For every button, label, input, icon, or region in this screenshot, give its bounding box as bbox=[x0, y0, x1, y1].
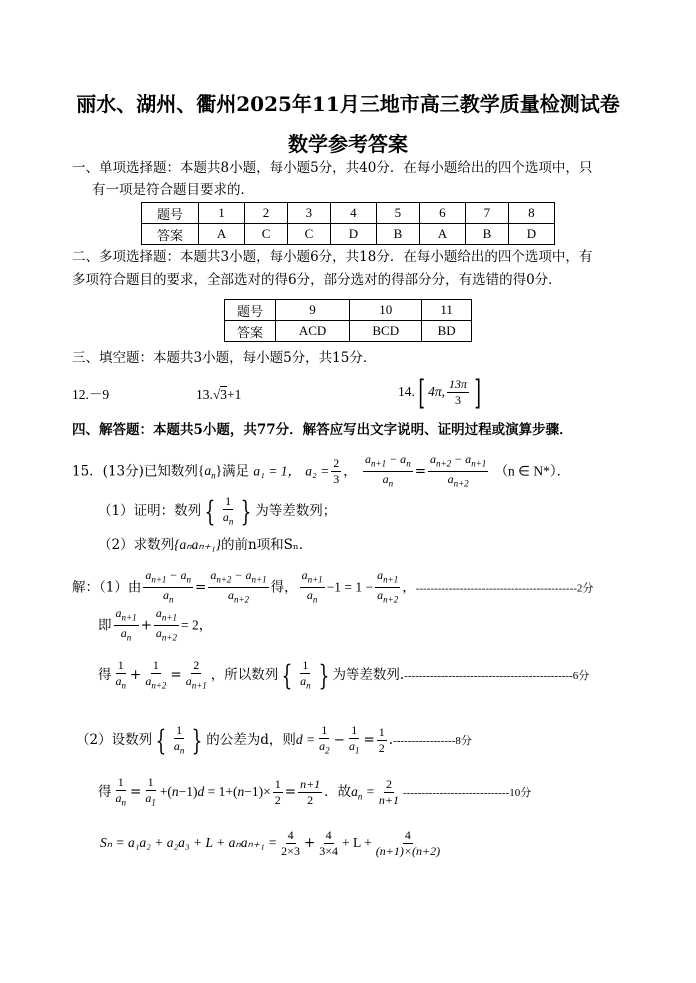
table-cell: 3 bbox=[287, 203, 330, 224]
table-cell: C bbox=[287, 224, 330, 245]
table-cell: BCD bbox=[350, 321, 422, 342]
table-cell: 8 bbox=[508, 203, 554, 224]
table-cell: 4 bbox=[330, 203, 376, 224]
table-row bbox=[225, 321, 472, 342]
table-cell: BD bbox=[422, 321, 472, 342]
multi-choice-table bbox=[224, 299, 472, 342]
row-label: 题号 bbox=[142, 203, 199, 224]
table-cell: 5 bbox=[376, 203, 419, 224]
solution-line3: 得 $\frac{1}{a_n}$ + $\frac{1}{a_{n+2}}$ = $\frac{2}{a_{n+1}}$ ，所以数列 { $\frac{1}{a_n}$ } 为等差数列.----------------------------------------------6分 bbox=[98, 658, 590, 692]
section3-heading: 三、填空题：本题共3小题，每小题5分，共15分． bbox=[72, 350, 377, 366]
answer-13: 13.√3+1 bbox=[196, 387, 242, 402]
table-cell: 7 bbox=[465, 203, 508, 224]
table-cell: ACD bbox=[276, 321, 350, 342]
page-subtitle: 数学参考答案 bbox=[288, 132, 408, 156]
table-cell: A bbox=[199, 224, 245, 245]
q15-part1: （1）证明：数列 { $\frac{1}{a_n}$ } 为等差数列； bbox=[98, 494, 337, 528]
section2-heading: 二、多项选择题：本题共3小题，每小题6分，共18分．在每小题给出的四个选项中，有 bbox=[72, 249, 593, 265]
section4-heading: 四、解答题：本题共5小题，共77分．解答应写出文字说明、证明过程或演算步骤． bbox=[72, 422, 573, 438]
section1-heading-cont: 有一项是符合题目要求的． bbox=[92, 182, 254, 198]
solution-line4: （2）设数列 { $\frac{1}{a_n}$ } 的公差为d，则d = $\frac{1}{a_2}$ − $\frac{1}{a_1}$ = $\frac{1}{2}$ .-----------------8分 bbox=[76, 723, 472, 757]
table-row bbox=[142, 224, 555, 245]
answer-14: 14.[ 4π, $\frac{13\pi}{3}$ ] bbox=[398, 372, 481, 413]
table-cell: 2 bbox=[245, 203, 288, 224]
table-cell: B bbox=[465, 224, 508, 245]
q15-statement: 15．(13分)已知数列$\{a_n\}$满足 a₁ = 1， a₂ = $\frac{2}{3}$ ， $\frac{a_{n+1} - a_n}{a_n}$ = $\frac{a_{n+2} - a_{n+1}}{a_{n+2}}$ （n ∈ N*）． bbox=[72, 452, 571, 489]
solution-line5: 得 $\frac{1}{a_n}$ = $\frac{1}{a_1}$ +(n−1)d = 1+(n−1)× $\frac{1}{2}$ = $\frac{n+1}{2}$ ．故$a_n$ = $\frac{2}{n+1}$ -----------------------------10分 bbox=[98, 775, 532, 808]
page-title: 丽水、湖州、衢州2025年11月三地市高三教学质量检测试卷 bbox=[76, 92, 620, 116]
section2-heading-cont: 多项符合题目的要求，全部选对的得6分，部分选对的得部分分，有选错的得0分． bbox=[72, 272, 562, 288]
table-cell: 1 bbox=[199, 203, 245, 224]
table-cell: A bbox=[419, 224, 465, 245]
table-cell: 9 bbox=[276, 300, 350, 321]
solution-sum: Sₙ = a₁a₂ + a₂a₃ + L + aₙaₙ₊₁ = $\frac{4}{2\times 3}$ + $\frac{4}{3\times 4}$ + L + $\frac{4}{(n+1)\times(n+2)}$ bbox=[100, 828, 441, 858]
table-cell: B bbox=[376, 224, 419, 245]
row-label: 答案 bbox=[142, 224, 199, 245]
table-row bbox=[142, 203, 555, 224]
row-label: 答案 bbox=[225, 321, 276, 342]
solution-line2: 即 $\frac{a_{n+1}}{a_n}$ + $\frac{a_{n+1}}{a_{n+2}}$ = 2， bbox=[98, 606, 213, 643]
single-choice-table bbox=[141, 202, 555, 245]
table-cell: D bbox=[508, 224, 554, 245]
table-row bbox=[225, 300, 472, 321]
section1-heading: 一、单项选择题：本题共8小题，每小题5分，共40分．在每小题给出的四个选项中，只 bbox=[72, 160, 593, 176]
table-cell: 11 bbox=[422, 300, 472, 321]
q15-part2: （2）求数列{aₙaₙ₊₁}的前n项和Sₙ． bbox=[98, 537, 313, 553]
answer-12: 12.－9 bbox=[72, 387, 110, 402]
table-cell: 10 bbox=[350, 300, 422, 321]
table-cell: C bbox=[245, 224, 288, 245]
table-cell: D bbox=[330, 224, 376, 245]
row-label: 题号 bbox=[225, 300, 276, 321]
solution-line1: 解：（1）由 $\frac{a_{n+1} - a_n}{a_n}$ = $\frac{a_{n+2} - a_{n+1}}{a_{n+2}}$ 得， $\frac{a_{n+1}}{a_n}$ −1 = 1 − $\frac{a_{n+1}}{a_{n+2}}$ ，--------------------------------------------2分 bbox=[72, 568, 594, 605]
table-cell: 6 bbox=[419, 203, 465, 224]
